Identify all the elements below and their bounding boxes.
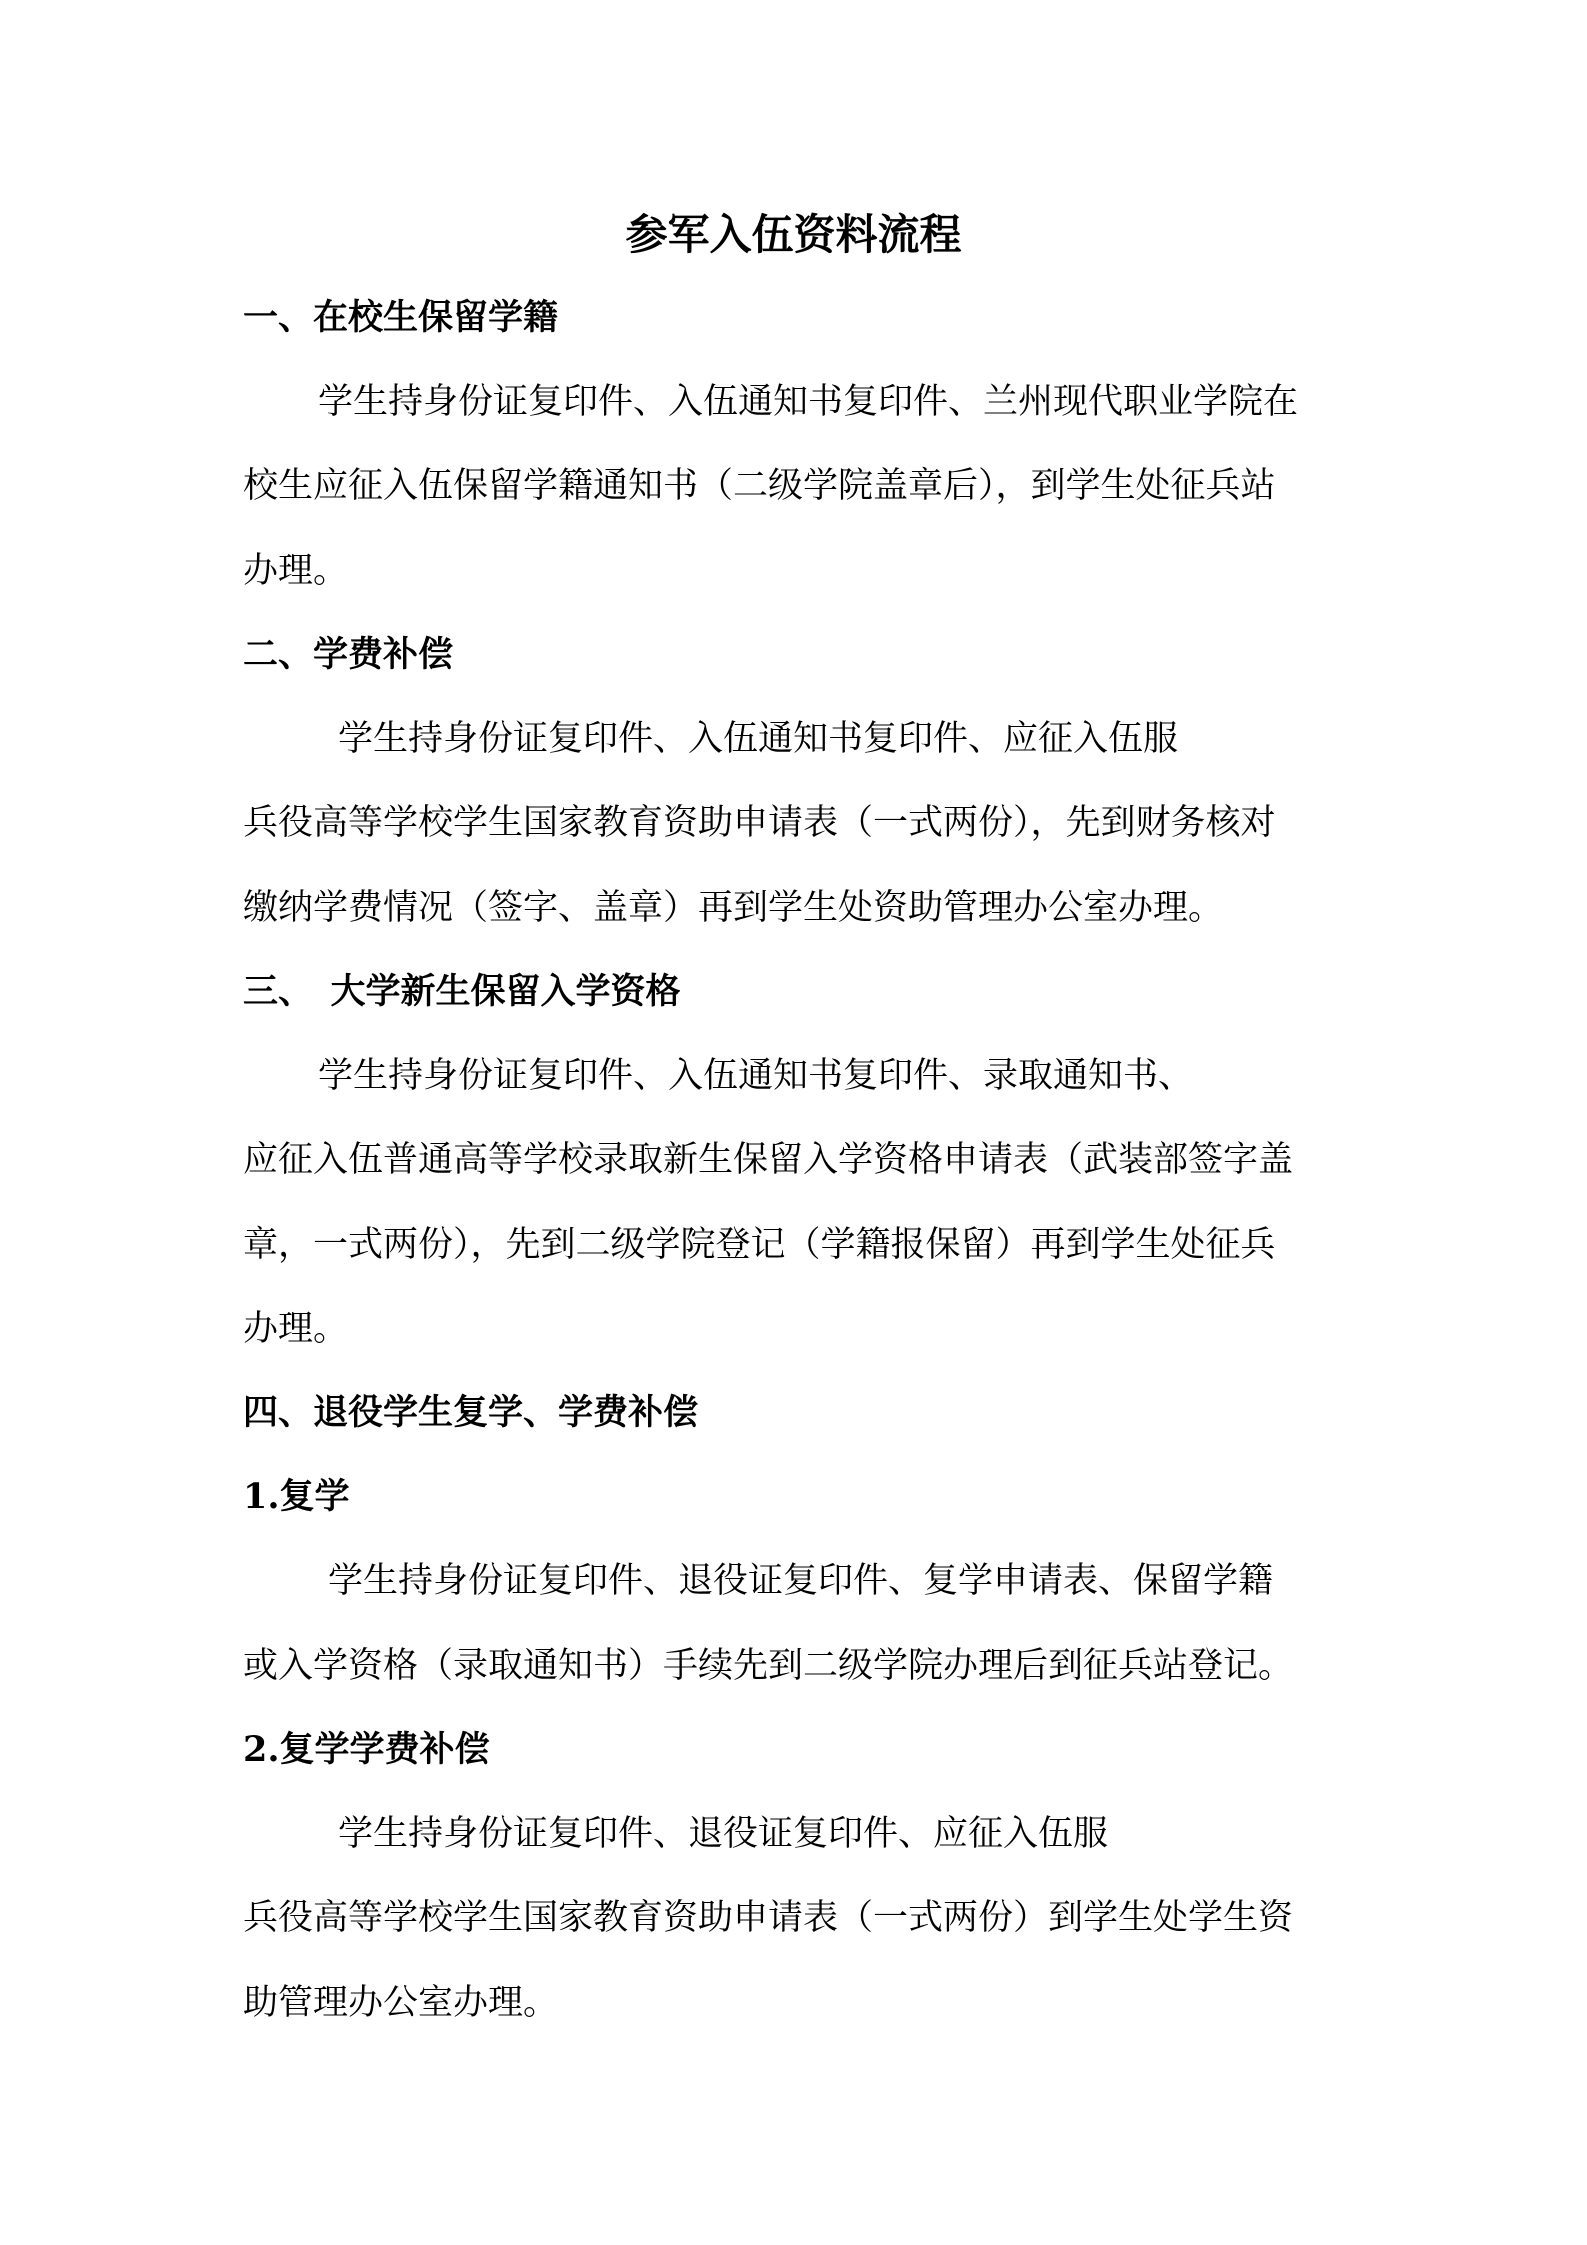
section-1-line: 办理。 — [243, 551, 349, 591]
subsection-1-line: 或入学资格（录取通知书）手续先到二级学院办理后到征兵站登记。 — [243, 1646, 1294, 1686]
section-1-line: 学生持身份证复印件、入伍通知书复印件、兰州现代职业学院在 — [318, 382, 1299, 422]
subsection-2-line: 学生持身份证复印件、退役证复印件、应征入伍服 — [338, 1814, 1109, 1854]
subsection-1-line: 学生持身份证复印件、退役证复印件、复学申请表、保留学籍 — [328, 1561, 1274, 1601]
section-3-heading: 三、 大学新生保留入学资格 — [243, 971, 681, 1012]
section-2-heading: 二、学费补偿 — [243, 634, 454, 675]
subsection-2-line: 助管理办公室办理。 — [243, 1983, 559, 2023]
section-3-line: 章，一式两份），先到二级学院登记（学籍报保留）再到学生处征兵 — [243, 1225, 1276, 1265]
section-2-line: 学生持身份证复印件、入伍通知书复印件、应征入伍服 — [338, 719, 1179, 759]
section-3-line: 学生持身份证复印件、入伍通知书复印件、录取通知书、 — [318, 1056, 1194, 1096]
subsection-2-line: 兵役高等学校学生国家教育资助申请表（一式两份）到学生处学生资 — [243, 1898, 1294, 1938]
section-3-line: 应征入伍普通高等学校录取新生保留入学资格申请表（武装部签字盖 — [243, 1140, 1294, 1180]
section-3-line: 办理。 — [243, 1309, 349, 1349]
section-2-line: 兵役高等学校学生国家教育资助申请表（一式两份），先到财务核对 — [243, 803, 1276, 843]
subsection-1-heading: 1.复学 — [243, 1476, 350, 1517]
document-title: 参军入伍资料流程 — [625, 210, 962, 259]
section-2-line: 缴纳学费情况（签字、盖章）再到学生处资助管理办公室办理。 — [243, 888, 1224, 928]
section-4-heading: 四、退役学生复学、学费补偿 — [243, 1392, 699, 1433]
section-1-heading: 一、在校生保留学籍 — [243, 297, 559, 338]
section-1-line: 校生应征入伍保留学籍通知书（二级学院盖章后），到学生处征兵站 — [243, 466, 1276, 506]
subsection-2-heading: 2.复学学费补偿 — [243, 1729, 490, 1770]
